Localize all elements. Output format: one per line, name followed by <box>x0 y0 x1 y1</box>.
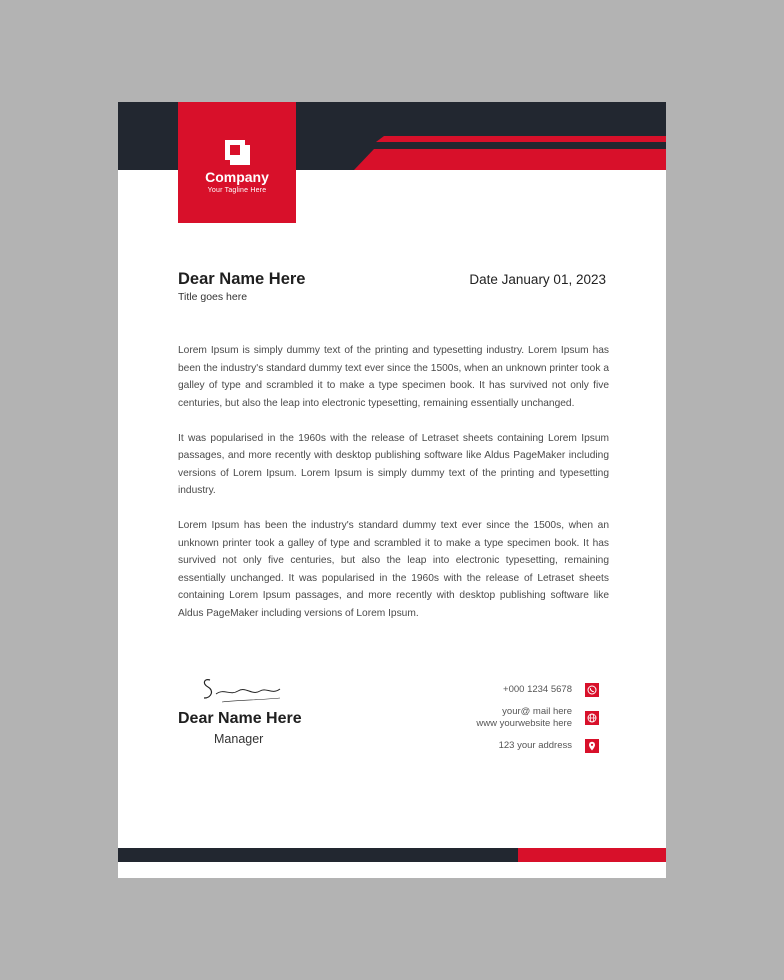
contact-email: your@ mail here <box>502 706 572 717</box>
contact-phone: +000 1234 5678 <box>503 684 572 695</box>
header-accent-stripe-thin <box>376 136 666 142</box>
contact-email-web <box>476 706 572 730</box>
contact-website: www yourwebsite here <box>476 718 572 729</box>
company-tagline: Your Tagline Here <box>207 187 267 194</box>
footer-band-dark <box>118 848 518 862</box>
location-pin-icon <box>585 739 599 753</box>
logo-box <box>178 102 296 223</box>
recipient-name: Dear Name Here <box>178 270 306 288</box>
phone-icon <box>585 683 599 697</box>
letter-date: Date January 01, 2023 <box>469 272 606 287</box>
header-accent-stripe-wide <box>354 149 666 170</box>
logo-icon <box>225 140 250 165</box>
signatory-name: Dear Name Here <box>178 710 302 727</box>
globe-icon <box>585 711 599 725</box>
company-name: Company <box>205 169 269 185</box>
letter-body <box>178 342 609 640</box>
body-paragraph: Lorem Ipsum has been the industry's standard dummy text ever since the 1500s, when an unknown printer took a galley of type and scrambled it to make a type specimen book. It has survived not only five centuries, but also the leap into electronic typesetting, remaining essentially unchanged. It was popularised in the 1960s with the release of Letraset sheets containing Lorem Ipsum passages, and more recently with desktop publishing software like Aldus PageMaker including versions of Lorem Ipsum. <box>178 520 609 619</box>
body-paragraph: It was popularised in the 1960s with the release of Letraset sheets containing Lorem Ipsum passages, and more recently with desktop publishing software like Aldus PageMaker including versions of Lorem Ipsum. Lorem Ipsum is simply dummy text of the printing and typesetting industry. <box>178 432 609 496</box>
signature-image <box>200 674 284 704</box>
contact-address: 123 your address <box>498 740 572 751</box>
signatory-role: Manager <box>214 732 264 746</box>
body-paragraph: Lorem Ipsum is simply dummy text of the printing and typesetting industry. Lorem Ipsum has been the industry's standard dummy text ever since the 1500s, when an unknown printer took a galley of type and scrambled it to make a type specimen book. It has survived not only five centuries, but also the leap into electronic typesetting, remaining essentially unchanged. <box>178 345 609 409</box>
footer-band-accent <box>518 848 666 862</box>
recipient-title: Title goes here <box>178 291 248 303</box>
letterhead-page <box>118 102 666 878</box>
